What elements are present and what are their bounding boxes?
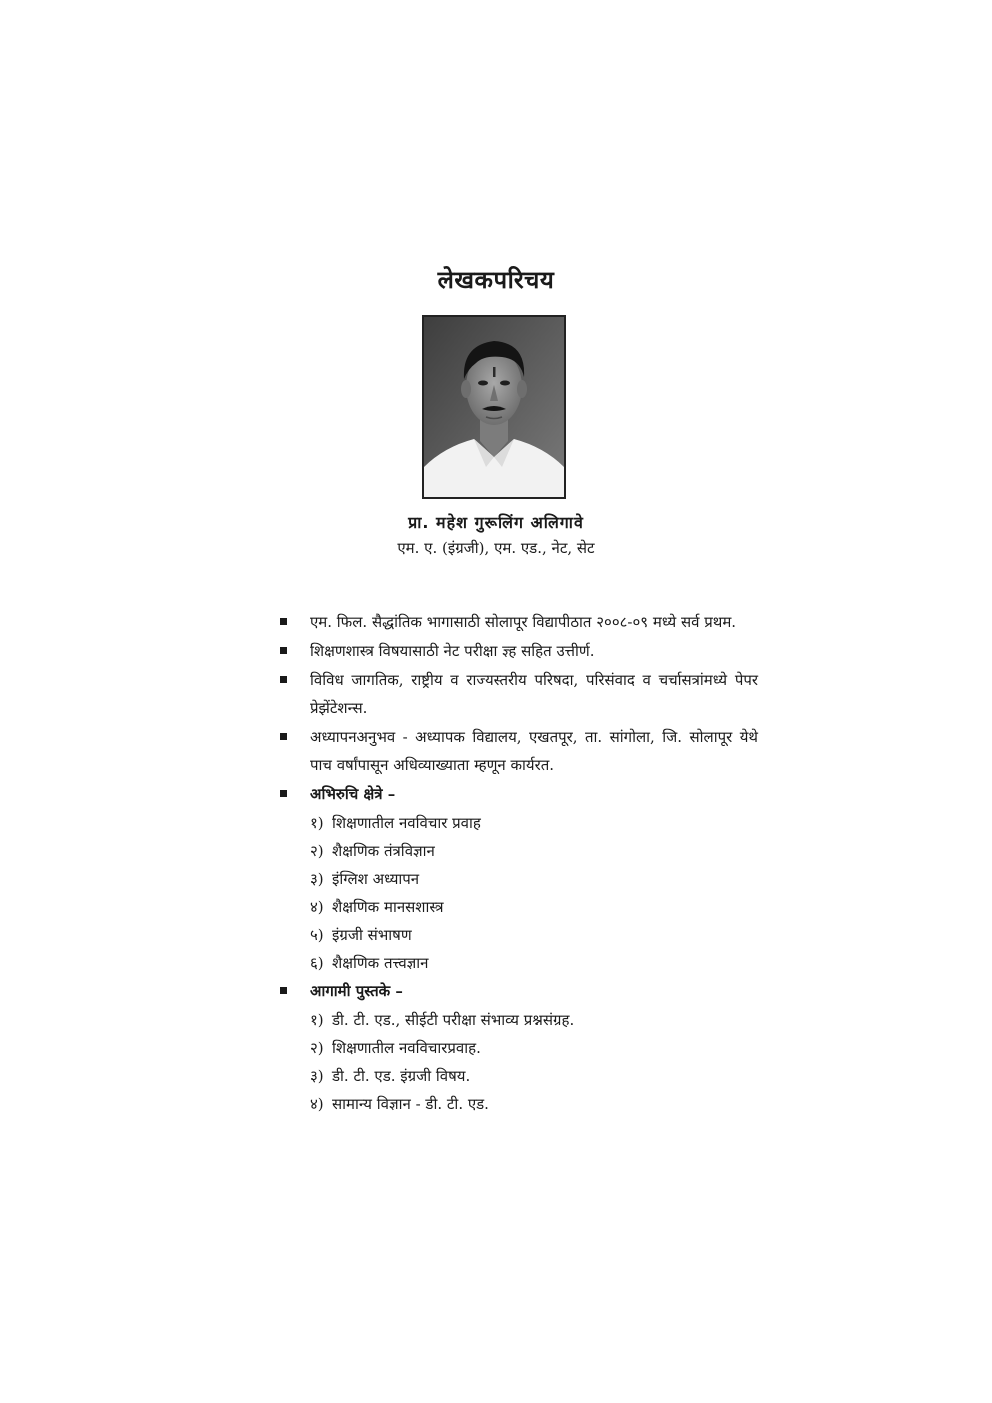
item-text: डी. टी. एड., सीईटी परीक्षा संभाव्य प्रश्नसंग्रह. [332,1011,575,1029]
interest-item [278,837,758,865]
author-name: प्रा. महेश गुरूलिंग अलिगावे [408,513,584,532]
square-bullet-icon [280,733,287,740]
list-item [278,666,758,722]
square-bullet-icon [280,618,287,625]
list-item [278,608,758,636]
book-item [278,1062,758,1090]
item-number: ६) [310,954,324,972]
author-details [278,608,758,1118]
item-text: इंग्लिश अध्यापन [332,870,420,888]
interest-item [278,949,758,977]
page-title: लेखकपरिचय [437,266,555,294]
author-qualifications: एम. ए. (इंग्रजी), एम. एड., नेट, सेट [397,539,595,557]
list-item [278,637,758,665]
item-number: २) [310,1039,324,1057]
interest-item [278,865,758,893]
item-number: १) [310,814,324,832]
interests-section [278,780,758,808]
interest-item [278,809,758,837]
book-item [278,1034,758,1062]
item-text: शैक्षणिक मानसशास्त्र [332,898,444,916]
item-number: ४) [310,898,324,916]
item-number: ३) [310,870,324,888]
list-item-text: शिक्षणशास्त्र विषयासाठी नेट परीक्षा ज्ञ्ह सहित उत्तीर्ण. [310,642,595,660]
square-bullet-icon [280,987,287,994]
item-text: शैक्षणिक तत्त्वज्ञान [332,954,429,972]
list-item-text: विविध जागतिक, राष्ट्रीय व राज्यस्तरीय परिषदा, परिसंवाद व चर्चासत्रांमध्ये पेपर प्रेझेंटेशन्स. [310,671,758,717]
book-item [278,1090,758,1118]
item-text: शैक्षणिक तंत्रविज्ञान [332,842,435,860]
list-item [278,723,758,779]
list-item-text: एम. फिल. सैद्धांतिक भागासाठी सोलापूर विद्यापीठात २००८-०९ मध्ये सर्व प्रथम. [310,613,737,631]
item-number: ३) [310,1067,324,1085]
item-text: शिक्षणातील नवविचारप्रवाह. [332,1039,481,1057]
item-number: १) [310,1011,324,1029]
book-item [278,1006,758,1034]
interests-heading: अभिरुचि क्षेत्रे – [310,785,396,803]
square-bullet-icon [280,790,287,797]
square-bullet-icon [280,676,287,683]
item-text: डी. टी. एड. इंग्रजी विषय. [332,1067,471,1085]
interests-list [278,809,758,977]
upcoming-books-heading: आगामी पुस्तके – [310,982,403,1000]
square-bullet-icon [280,647,287,654]
author-photo [422,315,566,499]
item-number: ४) [310,1095,324,1113]
interest-item [278,921,758,949]
upcoming-books-section [278,977,758,1005]
upcoming-books-list [278,1006,758,1118]
item-text: सामान्य विज्ञान - डी. टी. एड. [332,1095,489,1113]
item-number: ५) [310,926,324,944]
item-number: २) [310,842,324,860]
item-text: इंग्रजी संभाषण [332,926,412,944]
list-item-text: अध्यापनअनुभव - अध्यापक विद्यालय, एखतपूर, ता. सांगोला, जि. सोलापूर येथे पाच वर्षांपासून अधिव्याख्याता म्हणून कार्यरत. [310,728,758,774]
interest-item [278,893,758,921]
item-text: शिक्षणातील नवविचार प्रवाह [332,814,481,832]
author-portrait-icon [424,317,564,497]
